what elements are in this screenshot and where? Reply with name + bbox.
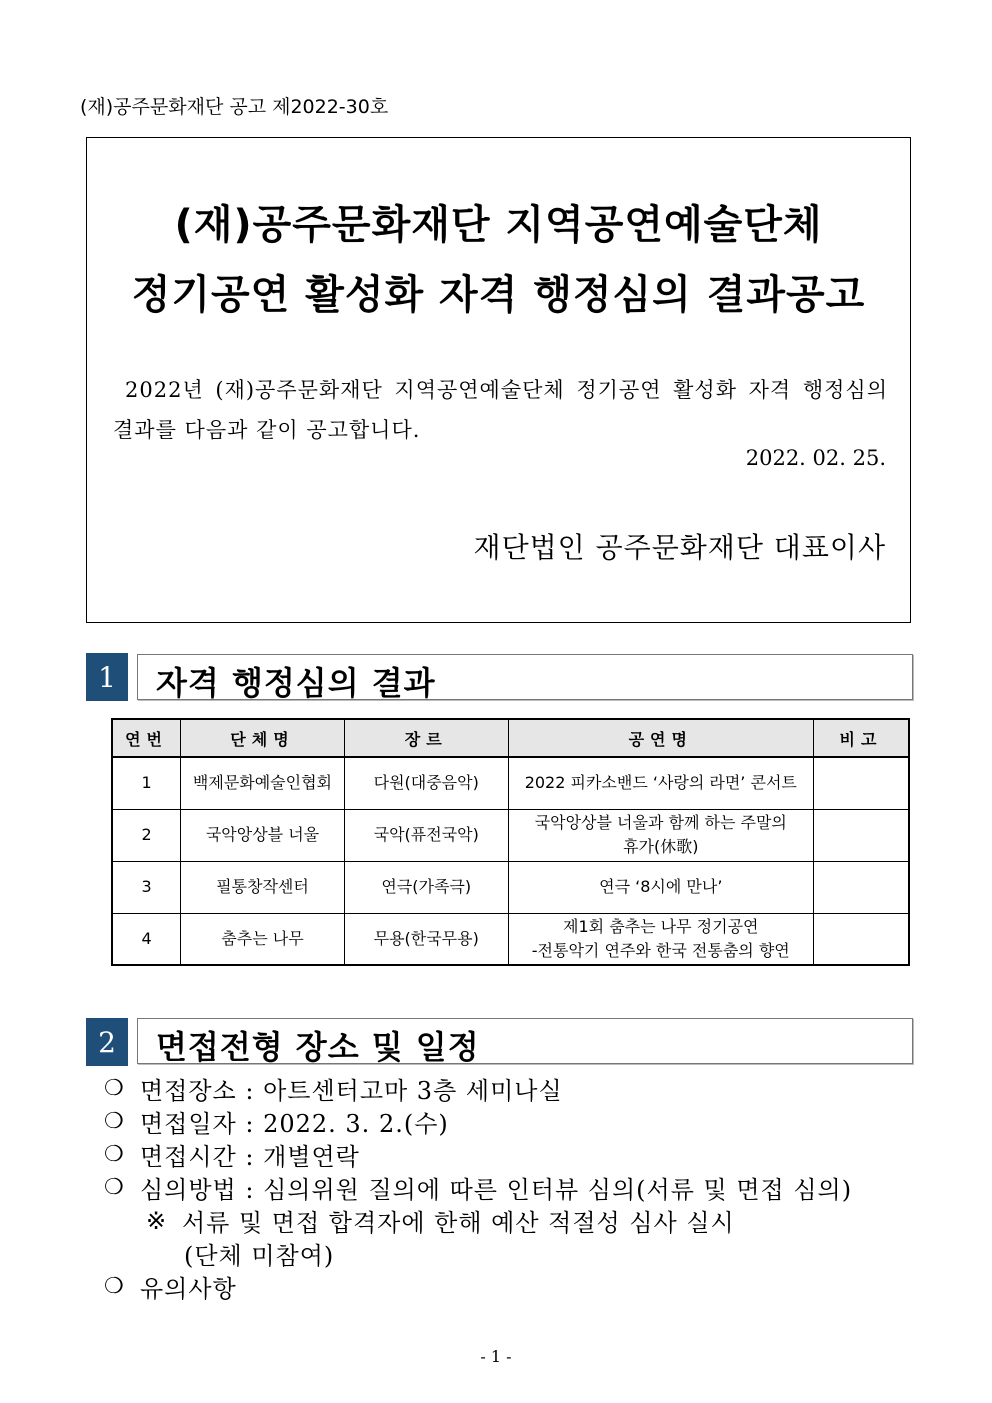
section-1-number: 1 <box>86 653 128 701</box>
note-item <box>104 1204 934 1237</box>
interview-time: 면접시간 : 개별연락 <box>140 1143 360 1171</box>
circle-bullet-icon: ❍ <box>104 1109 125 1134</box>
cell-note <box>813 913 909 965</box>
cell-title <box>508 809 813 861</box>
cell-name: 백제문화예술인협회 <box>181 757 345 809</box>
cell-no: 3 <box>112 861 181 913</box>
list-item <box>104 1105 934 1138</box>
list-item <box>104 1072 934 1105</box>
cell-genre: 국악(퓨전국악) <box>344 809 508 861</box>
header-note: 비고 <box>813 719 909 757</box>
note-line-1: 서류 및 면접 합격자에 한해 예산 적절성 심사 실시 <box>182 1209 735 1237</box>
circle-bullet-icon: ❍ <box>104 1142 125 1167</box>
table-row <box>112 913 909 965</box>
cell-name: 필통창작센터 <box>181 861 345 913</box>
header-title: 공연명 <box>508 719 813 757</box>
list-item <box>104 1270 934 1303</box>
interview-place: 면접장소 : 아트센터고마 3층 세미나실 <box>140 1077 563 1105</box>
cell-genre: 다원(대중음악) <box>344 757 508 809</box>
section-1-title: 자격 행정심의 결과 <box>156 664 436 702</box>
cell-no: 4 <box>112 913 181 965</box>
cell-title-line-1: 연극 ‘8시에 만나’ <box>599 877 723 896</box>
table-header-row <box>112 719 909 757</box>
title-line-1: (재)공주문화재단 지역공연예술단체 <box>174 202 823 248</box>
title-box <box>86 137 911 623</box>
cell-title-line-1: 2022 피카소밴드 ‘사랑의 라면’ 콘서트 <box>524 773 797 793</box>
results-table <box>111 718 910 966</box>
header-name: 단체명 <box>181 719 345 757</box>
cell-genre: 연극(가족극) <box>344 861 508 913</box>
page-number: - 1 - <box>480 1347 512 1366</box>
notice-number: (재)공주문화재단 공고 제2022-30호 <box>80 96 389 118</box>
cell-title-line-1: 국악앙상블 너울과 함께 하는 주말의 <box>534 813 787 832</box>
cell-title <box>508 757 813 809</box>
caution: 유의사항 <box>140 1275 237 1303</box>
announcement-body: 2022년 (재)공주문화재단 지역공연예술단체 정기공연 활성화 자격 행정심의 결과를 다음과 같이 공고합니다. <box>113 378 888 442</box>
header-no: 연번 <box>112 719 181 757</box>
cell-genre: 무용(한국무용) <box>344 913 508 965</box>
circle-bullet-icon: ❍ <box>104 1175 125 1200</box>
table-row <box>112 809 909 861</box>
table-row <box>112 757 909 809</box>
cell-no: 1 <box>112 757 181 809</box>
list-item <box>104 1171 934 1204</box>
cell-name: 국악앙상블 너울 <box>181 809 345 861</box>
interview-date: 면접일자 : 2022. 3. 2.(수) <box>140 1110 449 1138</box>
title-line-2: 정기공연 활성화 자격 행정심의 결과공고 <box>131 272 866 318</box>
list-item <box>104 1138 934 1171</box>
cell-no: 2 <box>112 809 181 861</box>
section-2-title: 면접전형 장소 및 일정 <box>156 1028 480 1066</box>
cell-title-line-2: -전통악기 연주와 한국 전통춤의 향연 <box>531 940 790 960</box>
table-row <box>112 861 909 913</box>
cell-note <box>813 757 909 809</box>
announcement-date: 2022. 02. 25. <box>745 446 886 470</box>
schedule-list <box>104 1072 934 1303</box>
cell-title <box>508 913 813 965</box>
reference-mark-icon: ※ <box>146 1206 168 1235</box>
header-genre: 장르 <box>344 719 508 757</box>
review-method: 심의방법 : 심의위원 질의에 따른 인터뷰 심의(서류 및 면접 심의) <box>140 1176 853 1204</box>
section-2-header <box>137 1018 913 1064</box>
cell-title-line-2: 휴가(休歌) <box>623 837 699 856</box>
cell-name: 춤추는 나무 <box>181 913 345 965</box>
section-2-number: 2 <box>86 1018 128 1066</box>
cell-title <box>508 861 813 913</box>
note-continuation <box>104 1237 934 1270</box>
cell-note <box>813 809 909 861</box>
signer: 재단법인 공주문화재단 대표이사 <box>473 531 886 564</box>
cell-title-line-1: 제1회 춤추는 나무 정기공연 <box>563 916 759 936</box>
section-1-header <box>137 654 913 700</box>
circle-bullet-icon: ❍ <box>104 1274 125 1299</box>
cell-note <box>813 861 909 913</box>
circle-bullet-icon: ❍ <box>104 1076 125 1101</box>
note-line-2: (단체 미참여) <box>184 1242 335 1270</box>
